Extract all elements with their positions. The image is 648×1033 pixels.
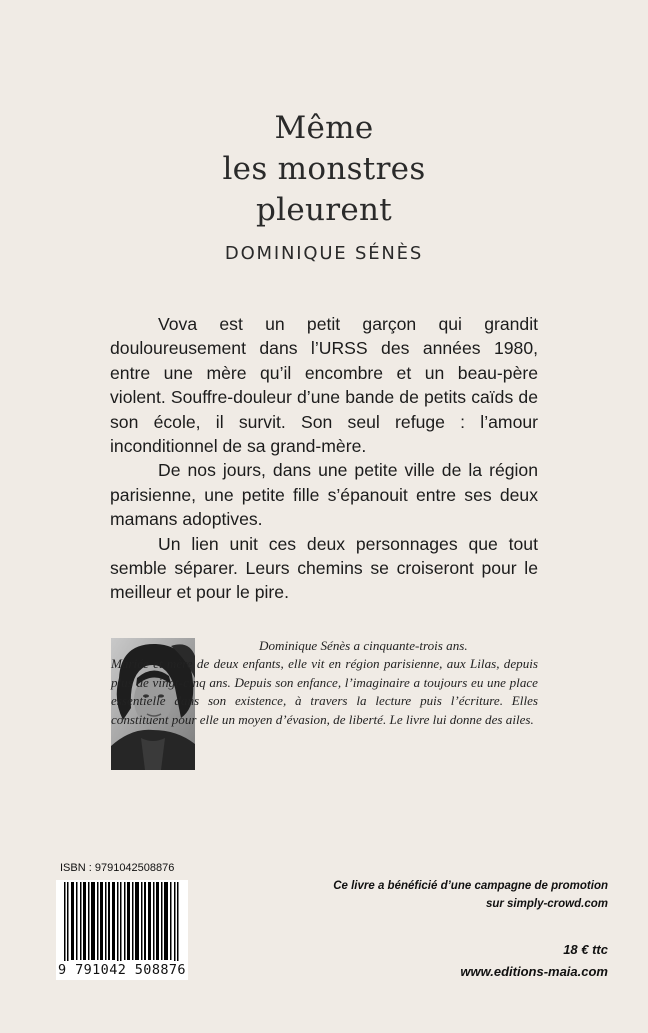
author-bio-first-line: Dominique Sénès a cinquante-trois ans. [259,638,468,653]
barcode-digits: 9 791042 508876 [56,961,188,979]
publisher-website: www.editions-maia.com [460,964,608,979]
blurb-paragraph-2: De nos jours, dans une petite ville de la région parisienne, une petite fille s’épanouit entre ses deux mamans adoptives. [110,460,538,530]
promotion-line-2: sur simply-crowd.com [485,898,608,910]
blurb-paragraph-3: Un lien unit ces deux personnages que tout semble séparer. Leurs chemins se croiseront pour le meilleur et pour le pire. [110,533,538,603]
author-name: DOMINIQUE SÉNÈS [224,243,424,264]
price: 18 € ttc [563,942,608,957]
promotion-note [333,877,608,913]
title-line-3: pleurent [255,192,393,228]
author-bio: Mariée et mère de deux enfants, elle vit en région parisienne, aux Lilas, depuis plus de vingt-cinq ans. Depuis son enfance, l’imaginaire a toujours eu une place essentielle dans son existence, à travers la lecture puis l’écriture. Elles constituent pour elle un moyen d’évasion, de liberté. Le livre lui donne des ailes. [111,656,538,727]
isbn-label: ISBN : 9791042508876 [60,862,175,874]
book-title [0,108,648,231]
title-line-2: les monstres [222,151,426,187]
title-line-1: Même [274,110,374,146]
back-cover-blurb [110,312,538,605]
blurb-paragraph-1: Vova est un petit garçon qui grandit douloureusement dans l’URSS des années 1980, entre une mère qu’il encombre et un beau-père violent. Souffre-douleur d’une bande de petits caïds de son école, il survit. Son seul refuge : l’amour inconditionnel de sa grand-mère. [110,314,538,457]
promotion-line-1: Ce livre a bénéficié d’une campagne de promotion [333,880,608,892]
